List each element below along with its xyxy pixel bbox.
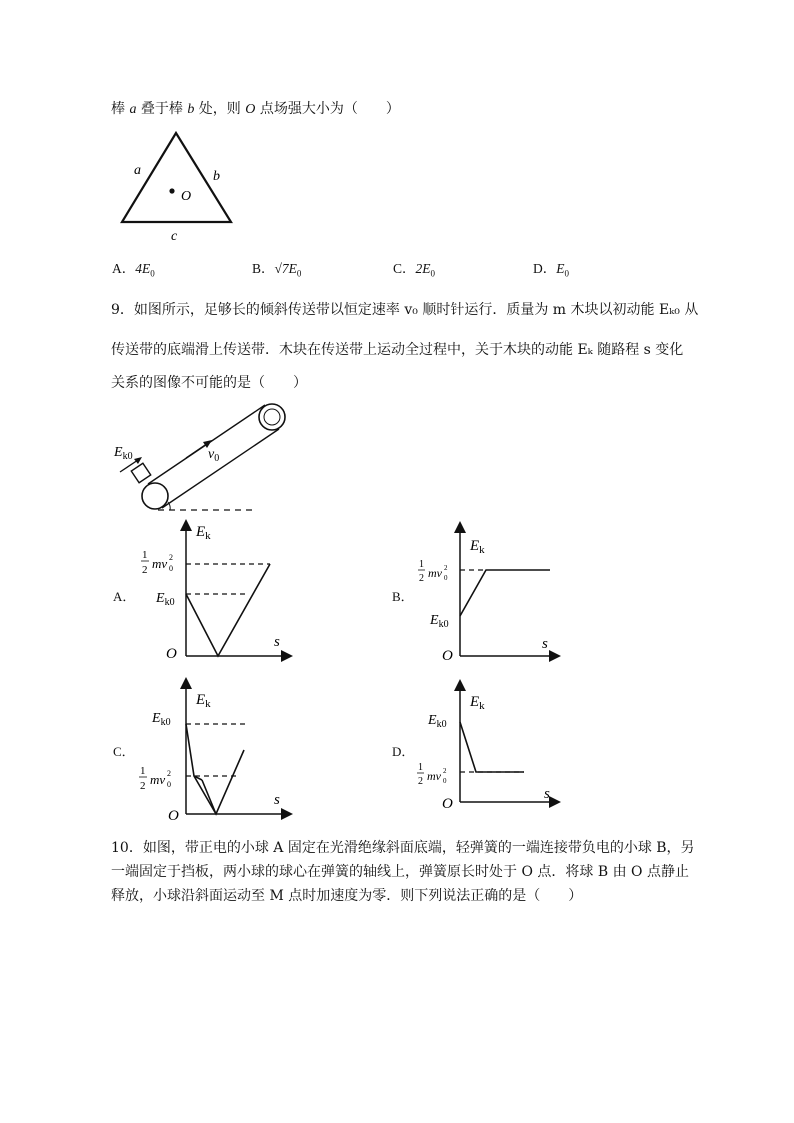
svg-text:2: 2 <box>140 780 146 792</box>
top-roller <box>259 404 285 430</box>
option-sub: 0 <box>430 268 436 279</box>
label-c: c <box>171 229 178 244</box>
option-sub: 0 <box>296 268 302 279</box>
svg-text:2: 2 <box>142 564 148 576</box>
label-half-mv0sq <box>418 559 448 584</box>
q8-point-O: O <box>245 102 256 117</box>
label-ek0: $E_{k0}$ <box>156 591 175 608</box>
origin: O <box>168 808 179 824</box>
label-ek0: $E_{k0}$ <box>114 445 133 462</box>
label-half-mv0sq <box>417 762 447 787</box>
label-v0: $v_0$ <box>208 447 220 464</box>
curve <box>460 570 550 616</box>
q8-text: 叠于棒 <box>136 101 188 117</box>
svg-text:2: 2 <box>419 573 424 584</box>
q8-text: 点场强大小为（ ） <box>255 101 400 117</box>
svg-text:mv: mv <box>152 556 168 571</box>
svg-text:2: 2 <box>443 767 447 775</box>
svg-text:2: 2 <box>444 564 448 572</box>
xlabel: s <box>274 792 280 808</box>
ek0-arrowhead <box>134 457 142 464</box>
ylabel: $E_k$ <box>470 538 485 556</box>
label-O: O <box>181 189 192 204</box>
point-O-dot <box>169 188 174 193</box>
origin: O <box>442 648 453 664</box>
q9-stem-line2: 传送带的底端滑上传送带．木块在传送带上运动全过程中，关于木块的动能 Eₖ 随路程 s 变化 <box>111 342 684 358</box>
label-ek0: $E_{k0}$ <box>428 713 447 730</box>
label-a: a <box>134 163 141 178</box>
svg-text:1: 1 <box>142 549 148 561</box>
svg-text:1: 1 <box>419 559 424 570</box>
block <box>131 463 150 482</box>
origin: O <box>166 646 177 662</box>
option-letter: A． <box>112 261 136 276</box>
q10-stem-line2: 一端固定于挡板，两小球的球心在弹簧的轴线上，弹簧原长时处于 O 点．将球 B 由 O 点静止 <box>111 864 689 880</box>
svg-text:0: 0 <box>444 574 448 582</box>
ylabel: $E_k$ <box>196 692 211 710</box>
option-value: √7E <box>274 261 297 276</box>
ylabel: $E_k$ <box>196 524 211 542</box>
xlabel: s <box>542 636 548 652</box>
q8-triangle-figure <box>110 128 240 248</box>
graph-b-letter[interactable]: B． <box>392 589 414 604</box>
option-sub: 0 <box>150 268 155 279</box>
svg-text:2: 2 <box>169 553 173 562</box>
q8-option-d[interactable] <box>533 257 569 279</box>
belt-lower <box>162 429 279 508</box>
xlabel: s <box>544 786 550 802</box>
graph-b <box>414 520 564 664</box>
svg-text:1: 1 <box>140 765 146 777</box>
svg-text:mv: mv <box>150 772 166 787</box>
svg-text:mv: mv <box>428 566 442 580</box>
option-sub: 0 <box>564 268 569 279</box>
graph-a-letter[interactable]: A． <box>113 589 136 604</box>
q9-stem-line1: 9．如图所示，足够长的倾斜传送带以恒定速率 v₀ 顺时针运行．质量为 m 木块以初动能 Eₖ₀ 从 <box>111 302 699 318</box>
graph-c <box>136 676 296 826</box>
ylabel: $E_k$ <box>470 694 485 712</box>
label-half-mv0sq <box>139 765 171 792</box>
q8-text: 棒 <box>111 101 130 117</box>
svg-text:0: 0 <box>443 777 447 785</box>
q8-option-a[interactable] <box>112 257 155 279</box>
svg-text:0: 0 <box>169 564 173 573</box>
q9-conveyor-figure <box>108 398 298 520</box>
q8-rod-b: b <box>187 102 195 117</box>
curve-1 <box>186 724 244 814</box>
graph-d <box>414 678 564 818</box>
option-value: 2E <box>415 261 431 276</box>
option-letter: B． <box>252 261 275 276</box>
graph-a <box>136 516 296 664</box>
origin: O <box>442 796 453 812</box>
svg-text:mv: mv <box>427 769 441 783</box>
option-value: E <box>556 261 565 276</box>
label-half-mv0sq <box>141 549 173 576</box>
curve <box>186 564 270 656</box>
label-ek0: $E_{k0}$ <box>430 613 449 630</box>
label-b: b <box>213 169 220 184</box>
svg-text:2: 2 <box>167 769 171 778</box>
curve <box>460 722 524 772</box>
xlabel: s <box>274 634 280 650</box>
q9-stem-line3: 关系的图像不可能的是（ ） <box>111 375 307 391</box>
q8-stem-tail <box>111 99 400 120</box>
q10-stem-line1: 10．如图，带正电的小球 A 固定在光滑绝缘斜面底端，轻弹簧的一端连接带负电的小球 B，另 <box>111 840 695 856</box>
graph-d-letter[interactable]: D． <box>392 744 415 759</box>
q8-option-b[interactable] <box>252 257 301 279</box>
q8-text: 处，则 <box>194 101 246 117</box>
option-letter: D． <box>533 261 557 276</box>
bottom-roller <box>142 483 168 509</box>
option-value: 4E <box>135 261 151 276</box>
option-letter: C． <box>393 261 416 276</box>
q8-rod-a: a <box>129 102 137 117</box>
label-ek0: $E_{k0}$ <box>152 711 171 728</box>
svg-text:2: 2 <box>418 776 423 787</box>
q10-stem-line3: 释放，小球沿斜面运动至 M 点时加速度为零．则下列说法正确的是（ ） <box>111 888 583 904</box>
v0-arrow <box>186 443 208 458</box>
svg-text:0: 0 <box>167 780 171 789</box>
q8-option-c[interactable] <box>393 257 435 279</box>
svg-text:1: 1 <box>418 762 423 773</box>
curve-3 <box>202 780 216 814</box>
graph-c-letter[interactable]: C． <box>113 744 135 759</box>
